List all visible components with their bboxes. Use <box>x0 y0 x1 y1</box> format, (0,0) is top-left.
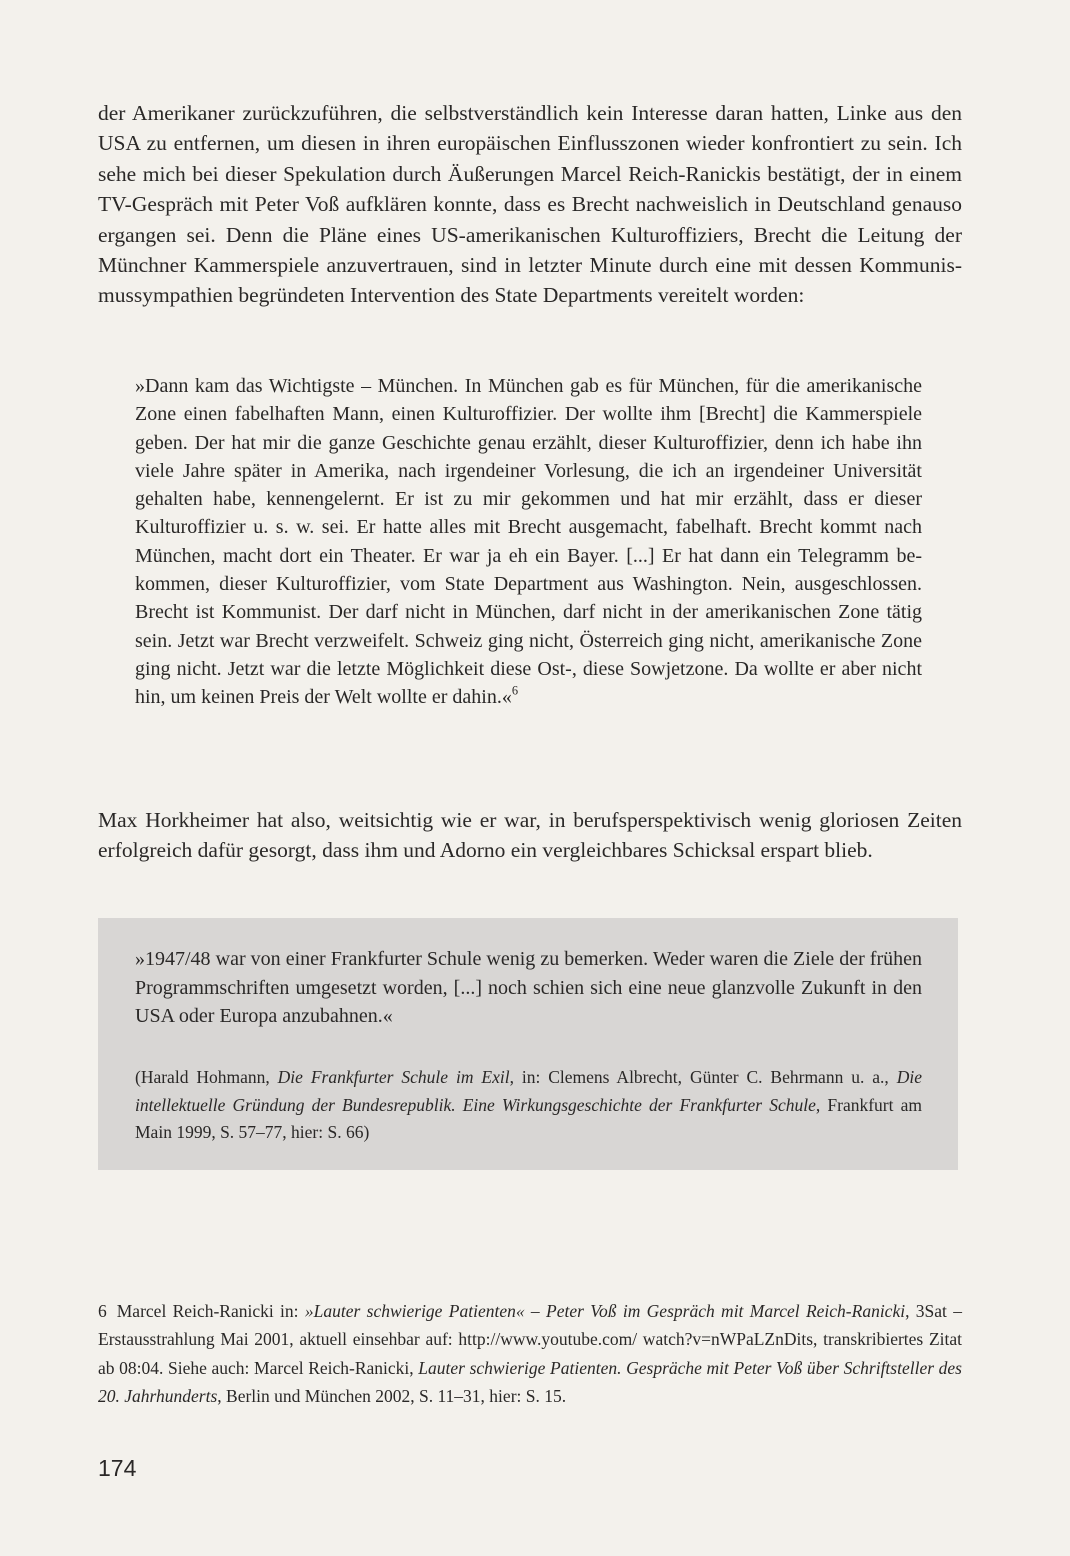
blockquote-text: »Dann kam das Wichtigste – München. In München gab es für München, für die amerikanische Zone einen fabelhaften Mann, einen Kulturoffizier. Der wollte ihm [Brecht] die Kammerspiele geben. Der hat mir die ganze Geschichte genau erzählt, dieser Kulturoffizier, denn ich habe ihn viele Jahre später in Amerika, nach irgendeiner Vorlesung, die ich an irgendeiner Universität gehalten habe, kennengelernt. Er ist zu mir gekommen und hat mir erzählt, dass er dieser Kulturoffizier u. s. w. sei. Er hatte alles mit Brecht ausgemacht, fabelhaft. Brecht kommt nach München, macht dort ein Theater. Er war ja eh ein Bayer. [...] Er hat dann ein Telegramm bekommen, dieser Kulturoffizier, vom State Department aus Washington. Nein, ausgeschlossen. Brecht ist Kommunist. Der darf nicht in München, darf nicht in der amerikanischen Zone tätig sein. Jetzt war Brecht verzweifelt. Schweiz ging nicht, Österreich ging nicht, amerikanische Zone ging nicht. Jetzt war die letzte Möglichkeit diese Ost-, diese Sowjetzone. Da wollte er aber nicht hin, um keinen Preis der Welt wollte er dahin.« <box>135 375 922 709</box>
footnote-reference: 6 <box>511 683 519 698</box>
box-citation-title: Die intellektuelle Gründung der Bundesrepublik. Eine Wirkungsgeschichte der Frankfurter Schule <box>135 1067 922 1115</box>
footnote-6 <box>98 1297 962 1410</box>
page-number: 174 <box>98 1455 137 1481</box>
box-citation-title: Die Frankfurter Schule im Exil <box>277 1067 510 1087</box>
footnote-part: Marcel Reich-Ranicki in: <box>116 1301 305 1321</box>
box-quote-text: »1947/48 war von einer Frankfurter Schule wenig zu bemerken. Weder waren die Ziele der frühen Programmschriften umgesetzt worden, [...] noch schien sich eine neue glanzvolle Zukunft in den USA oder Europa anzubahnen.« <box>135 948 922 1027</box>
box-citation-part: , in: Clemens Albrecht, Günter C. Behrmann u. a., <box>509 1067 897 1087</box>
footnote-part: , Berlin und München 2002, S. 11–31, hier: S. 15. <box>217 1385 567 1406</box>
footnote-title: »Lauter schwierige Patienten« – Peter Voß im Gespräch mit Marcel Reich-Ranicki <box>304 1301 906 1321</box>
body-paragraph-1: der Amerikaner zurückzuführen, die selbstverständlich kein Interesse daran hatten, Linke aus den USA zu entfernen, um diesen in ihren europäischen Einflusszonen wieder konfrontiert zu sein. Ich sehe mich bei dieser Spekulation durch Äußerungen Marcel Reich-Ranickis bestätigt, der in einem TV-Gespräch mit Peter Voß aufklären konnte, dass es Brecht nachweislich in Deutschland genauso ergangen sei. Denn die Pläne eines US-amerikanischen Kulturoffiziers, Brecht die Leitung der Münchner Kammerspiele anzuvertrauen, sind in letzter Minute durch eine mit dessen Kommunismussympathien begründeten Intervention des State Departments vereitelt worden: <box>98 101 962 308</box>
footnote-number: 6 <box>98 1301 107 1321</box>
box-citation <box>135 1064 922 1147</box>
box-citation-part: (Harald Hohmann, <box>135 1067 278 1087</box>
footnote-title: Lauter schwierige Patienten. Gespräche mit Peter Voß über Schriftsteller des 20. Jahrhunderts <box>98 1357 962 1406</box>
body-paragraph-2: Max Horkheimer hat also, weitsichtig wie er war, in berufsperspektivisch wenig gloriosen Zeiten erfolgreich dafür gesorgt, dass ihm und Adorno ein vergleichbares Schicksal erspart blieb. <box>98 808 962 863</box>
box-citation-part: , Frankfurt am Main 1999, S. 57–77, hier: S. 66) <box>135 1094 922 1142</box>
footnote-part: , 3Sat – Erstausstrahlung Mai 2001, aktuell einsehbar auf: http://www.youtube.com/ watch?v=nWPaLZnDits, transkribiertes Zitat ab 08:04. Siehe auch: Marcel Reich-Ranicki, <box>98 1301 963 1378</box>
blockquote-reich-ranicki <box>135 372 922 712</box>
